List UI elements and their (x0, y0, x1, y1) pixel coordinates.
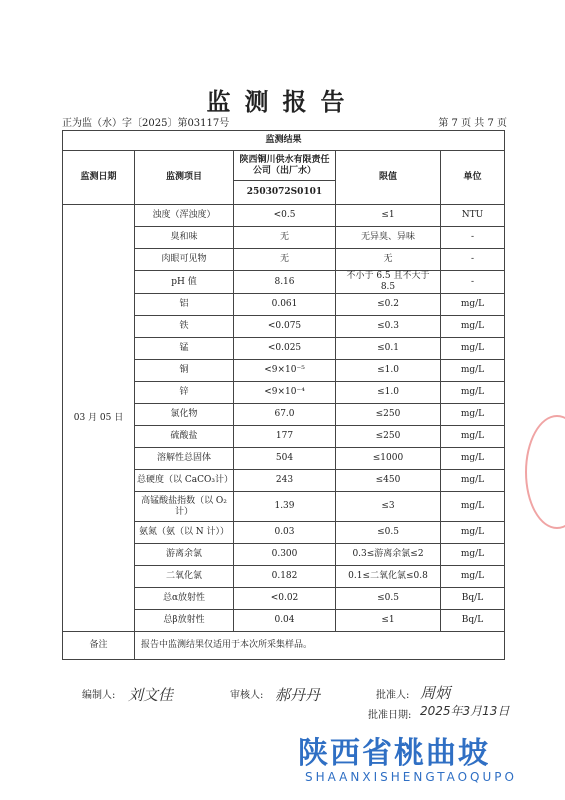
cell-item: 铁 (135, 316, 234, 338)
cell-result: <9×10⁻⁵ (234, 360, 336, 382)
header-sample-name: 陕西铜川供水有限责任公司（出厂水） (234, 151, 336, 181)
cell-unit: - (441, 271, 505, 294)
table-caption: 监测结果 (63, 131, 505, 151)
approve-date-label: 批准日期: (368, 710, 412, 721)
cell-limit: ≤0.1 (336, 338, 441, 360)
cell-item: 肉眼可见物 (135, 249, 234, 271)
cell-item: 高锰酸盐指数（以 O₂计） (135, 492, 234, 522)
cell-limit: ≤3 (336, 492, 441, 522)
cell-limit: 0.1≤二氧化氯≤0.8 (336, 566, 441, 588)
cell-result: <9×10⁻⁴ (234, 382, 336, 404)
cell-unit: - (441, 249, 505, 271)
header-sample-id: 2503072S0101 (234, 181, 336, 205)
cell-limit: ≤1.0 (336, 360, 441, 382)
table-row (63, 205, 505, 227)
cell-limit: ≤250 (336, 404, 441, 426)
cell-unit: mg/L (441, 492, 505, 522)
cell-result: 8.16 (234, 271, 336, 294)
header-item: 监测项目 (135, 151, 234, 205)
cell-result: 67.0 (234, 404, 336, 426)
cell-result: <0.5 (234, 205, 336, 227)
cell-unit: Bq/L (441, 588, 505, 610)
note-label: 备注 (63, 632, 135, 660)
cell-item: 二氧化氯 (135, 566, 234, 588)
compiler-signature: 刘文佳 (128, 686, 174, 704)
cell-limit: 无 (336, 249, 441, 271)
reviewer-signature: 郝丹丹 (275, 686, 321, 704)
cell-limit: ≤0.2 (336, 294, 441, 316)
cell-unit: mg/L (441, 544, 505, 566)
reviewer-label: 审核人: (230, 690, 264, 701)
cell-result: 无 (234, 227, 336, 249)
cell-item: 锰 (135, 338, 234, 360)
cell-unit: mg/L (441, 404, 505, 426)
cell-unit: mg/L (441, 338, 505, 360)
approver-label: 批准人: (376, 690, 410, 701)
cell-limit: 无异臭、异味 (336, 227, 441, 249)
cell-item: 铝 (135, 294, 234, 316)
page-info: 第 7 页 共 7 页 (438, 118, 507, 129)
cell-result: <0.075 (234, 316, 336, 338)
cell-item: 溶解性总固体 (135, 448, 234, 470)
approver-signature: 周炳 (420, 684, 451, 702)
cell-limit: ≤0.3 (336, 316, 441, 338)
cell-unit: mg/L (441, 316, 505, 338)
cell-result: 0.04 (234, 610, 336, 632)
note-row (63, 632, 505, 660)
watermark-cn: 陕西省桃曲坡 (298, 736, 490, 771)
cell-unit: - (441, 227, 505, 249)
cell-limit: ≤450 (336, 470, 441, 492)
cell-result: 无 (234, 249, 336, 271)
cell-result: 0.03 (234, 522, 336, 544)
cell-item: 总硬度（以 CaCO₃计） (135, 470, 234, 492)
cell-unit: mg/L (441, 470, 505, 492)
cell-result: 1.39 (234, 492, 336, 522)
results-table (62, 130, 505, 660)
cell-item: 氯化物 (135, 404, 234, 426)
cell-unit: mg/L (441, 360, 505, 382)
header-unit: 单位 (441, 151, 505, 205)
measure-date-cell: 03 月 05 日 (63, 205, 135, 632)
cell-item: 游离余氯 (135, 544, 234, 566)
cell-item: 氨氮（氨（以 N 计）） (135, 522, 234, 544)
note-text: 报告中监测结果仅适用于本次所采集样品。 (135, 632, 505, 660)
cell-result: 0.300 (234, 544, 336, 566)
cell-unit: mg/L (441, 426, 505, 448)
cell-item: 总β放射性 (135, 610, 234, 632)
cell-limit: ≤250 (336, 426, 441, 448)
cell-unit: mg/L (441, 522, 505, 544)
cell-item: 硫酸盐 (135, 426, 234, 448)
cell-unit: mg/L (441, 382, 505, 404)
cell-result: 504 (234, 448, 336, 470)
header-limit: 限值 (336, 151, 441, 205)
cell-limit: ≤1 (336, 205, 441, 227)
cell-item: 锌 (135, 382, 234, 404)
cell-limit: ≤1.0 (336, 382, 441, 404)
approve-date: 2025年3月13日 (420, 704, 510, 718)
cell-limit: ≤1 (336, 610, 441, 632)
cell-limit: 不小于 6.5 且不大于 8.5 (336, 271, 441, 294)
cell-result: 177 (234, 426, 336, 448)
cell-unit: mg/L (441, 566, 505, 588)
cell-result: <0.02 (234, 588, 336, 610)
header-date: 监测日期 (63, 151, 135, 205)
cell-item: 臭和味 (135, 227, 234, 249)
cell-item: pH 值 (135, 271, 234, 294)
cell-limit: ≤1000 (336, 448, 441, 470)
document-number: 正为监（水）字〔2025〕第03117号 (62, 118, 230, 129)
cell-item: 铜 (135, 360, 234, 382)
cell-limit: ≤0.5 (336, 588, 441, 610)
cell-limit: ≤0.5 (336, 522, 441, 544)
report-title: 监测报告 (206, 87, 359, 116)
cell-item: 总α放射性 (135, 588, 234, 610)
cell-result: 0.182 (234, 566, 336, 588)
cell-result: <0.025 (234, 338, 336, 360)
cell-unit: mg/L (441, 448, 505, 470)
compiler-label: 编制人: (82, 690, 116, 701)
cell-result: 0.061 (234, 294, 336, 316)
cell-unit: Bq/L (441, 610, 505, 632)
cell-unit: NTU (441, 205, 505, 227)
cell-unit: mg/L (441, 294, 505, 316)
red-seal (525, 415, 565, 529)
watermark-en: SHAANXISHENGTAOQUPO (305, 770, 517, 784)
cell-result: 243 (234, 470, 336, 492)
cell-limit: 0.3≤游离余氯≤2 (336, 544, 441, 566)
cell-item: 浊度（浑浊度） (135, 205, 234, 227)
